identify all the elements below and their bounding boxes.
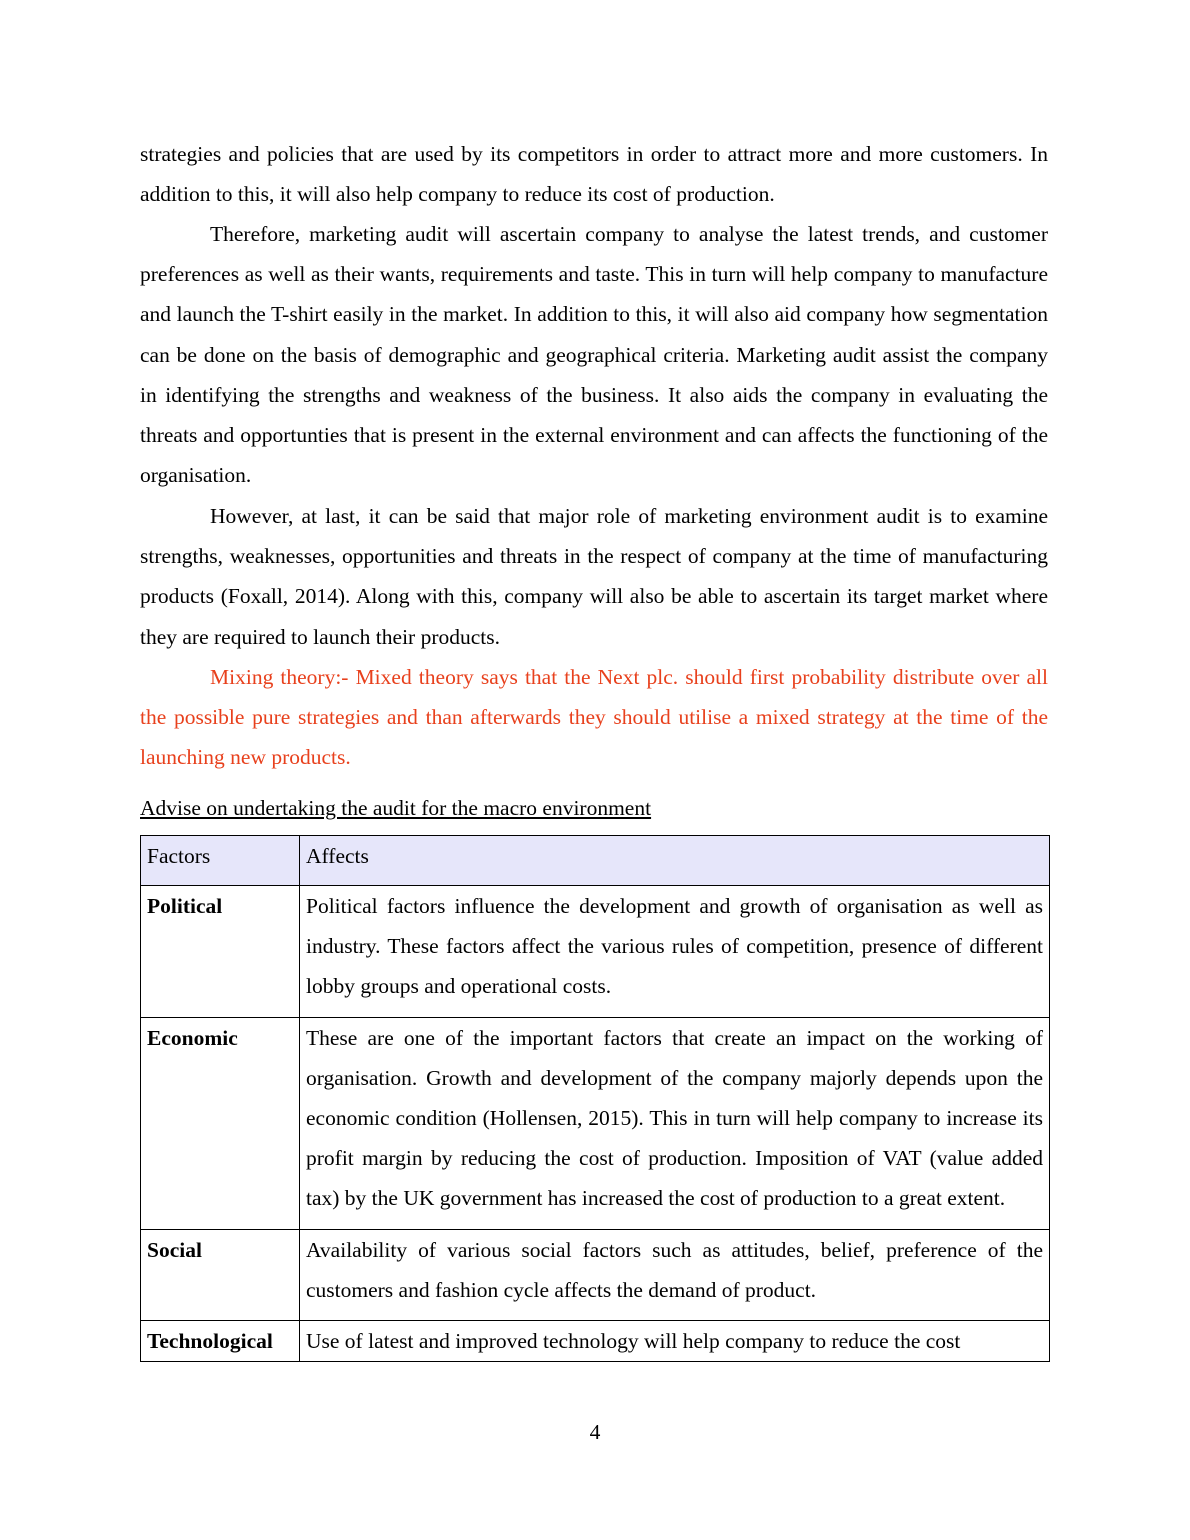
table-row bbox=[141, 1229, 1050, 1320]
header-factors: Factors bbox=[141, 836, 300, 886]
factor-economic: Economic bbox=[141, 1017, 300, 1229]
table-header-row bbox=[141, 836, 1050, 886]
paragraph-2-text: Therefore, marketing audit will ascertain company to analyse the latest trends, and customer preferences as well as their wants, requirements and taste. This in turn will help company to manufacture and launch the T-shirt easily in the market. In addition to this, it will also aid company how segmentation can be done on the basis of demographic and geographical criteria. Marketing audit assist the company in identifying the strengths and weakness of the business. It also aids the company in evaluating the threats and opportunties that is present in the external environment and can affects the functioning of the organisation. bbox=[140, 222, 1048, 488]
factor-technological: Technological bbox=[141, 1321, 300, 1362]
mixing-theory-text: Mixing theory:- Mixed theory says that the Next plc. should first probability distribute over all the possible pure strategies and than afterwards they should utilise a mixed strategy at the time of the launching new products. bbox=[140, 665, 1048, 770]
affect-economic: These are one of the important factors that create an impact on the working of organisation. Growth and development of the company majorly depends upon the economic condition (Hollensen, 2015). This in turn will help company to increase its profit margin by reducing the cost of production. Imposition of VAT (value added tax) by the UK government has increased the cost of production to a great extent. bbox=[300, 1017, 1050, 1229]
table-row bbox=[141, 1017, 1050, 1229]
page-number: 4 bbox=[589, 1420, 601, 1444]
paragraph-3 bbox=[140, 496, 1048, 657]
affect-social: Availability of various social factors such as attitudes, belief, preference of the customers and fashion cycle affects the demand of product. bbox=[300, 1229, 1050, 1320]
paragraph-1-text: strategies and policies that are used by its competitors in order to attract more and more customers. In addition to this, it will also help company to reduce its cost of production. bbox=[140, 142, 1048, 207]
mixing-theory-paragraph bbox=[140, 657, 1048, 778]
affect-technological: Use of latest and improved technology will help company to reduce the cost bbox=[300, 1321, 1050, 1362]
paragraph-2 bbox=[140, 214, 1048, 495]
table-row bbox=[141, 886, 1050, 1018]
paragraph-1 bbox=[140, 134, 1048, 214]
affect-political: Political factors influence the development and growth of organisation as well as industry. These factors affect the various rules of competition, presence of different lobby groups and operational costs. bbox=[300, 886, 1050, 1018]
macro-environment-table bbox=[140, 835, 1050, 1362]
section-heading: Advise on undertaking the audit for the macro environment bbox=[140, 796, 652, 820]
factor-political: Political bbox=[141, 886, 300, 1018]
paragraph-3-text: However, at last, it can be said that major role of marketing environment audit is to examine strengths, weaknesses, opportunities and threats in the respect of company at the time of manufacturing products (Foxall, 2014). Along with this, company will also be able to ascertain its target market where they are required to launch their products. bbox=[140, 504, 1048, 649]
factor-social: Social bbox=[141, 1229, 300, 1320]
table-row bbox=[141, 1321, 1050, 1362]
header-affects: Affects bbox=[300, 836, 1050, 886]
